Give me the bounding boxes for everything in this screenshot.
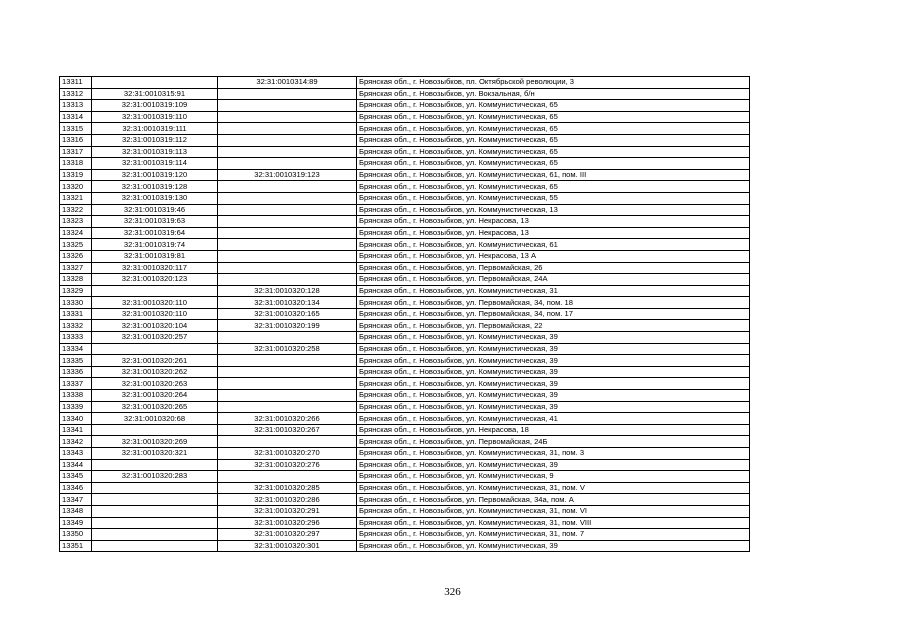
cadastral-number-cell: 32:31:0010320:110 xyxy=(92,297,218,309)
premises-cadastral-number-cell xyxy=(218,216,357,228)
record-number-cell: 13318 xyxy=(60,158,92,170)
premises-cadastral-number-cell: 32:31:0010319:123 xyxy=(218,169,357,181)
record-number-cell: 13325 xyxy=(60,239,92,251)
cadastral-number-cell xyxy=(92,77,218,89)
cadastral-number-cell xyxy=(92,459,218,471)
premises-cadastral-number-cell: 32:31:0010320:267 xyxy=(218,424,357,436)
address-cell: Брянская обл., г. Новозыбков, ул. Коммунистическая, 41 xyxy=(357,413,750,425)
premises-cadastral-number-cell xyxy=(218,111,357,123)
premises-cadastral-number-cell xyxy=(218,204,357,216)
table-row xyxy=(60,355,750,367)
cadastral-number-cell: 32:31:0010320:123 xyxy=(92,274,218,286)
premises-cadastral-number-cell xyxy=(218,134,357,146)
address-cell: Брянская обл., г. Новозыбков, ул. Коммунистическая, 31, пом. VI xyxy=(357,505,750,517)
address-cell: Брянская обл., г. Новозыбков, ул. Первомайская, 26 xyxy=(357,262,750,274)
address-cell: Брянская обл., г. Новозыбков, ул. Коммунистическая, 39 xyxy=(357,355,750,367)
cadastral-number-cell: 32:31:0010320:117 xyxy=(92,262,218,274)
table-row xyxy=(60,285,750,297)
address-cell: Брянская обл., г. Новозыбков, ул. Первомайская, 24Б xyxy=(357,436,750,448)
cadastral-number-cell: 32:31:0010320:264 xyxy=(92,390,218,402)
address-cell: Брянская обл., г. Новозыбков, ул. Коммунистическая, 39 xyxy=(357,343,750,355)
record-number-cell: 13322 xyxy=(60,204,92,216)
table-row xyxy=(60,100,750,112)
table-row xyxy=(60,459,750,471)
cadastral-number-cell xyxy=(92,494,218,506)
table-row xyxy=(60,308,750,320)
cadastral-number-cell: 32:31:0010319:81 xyxy=(92,250,218,262)
premises-cadastral-number-cell: 32:31:0010320:134 xyxy=(218,297,357,309)
premises-cadastral-number-cell xyxy=(218,366,357,378)
record-number-cell: 13337 xyxy=(60,378,92,390)
record-number-cell: 13314 xyxy=(60,111,92,123)
record-number-cell: 13327 xyxy=(60,262,92,274)
table-row xyxy=(60,77,750,89)
cadastral-number-cell xyxy=(92,424,218,436)
premises-cadastral-number-cell xyxy=(218,401,357,413)
table-row xyxy=(60,366,750,378)
cadastral-number-cell: 32:31:0010320:283 xyxy=(92,471,218,483)
record-number-cell: 13316 xyxy=(60,134,92,146)
property-registry-table xyxy=(59,76,750,552)
premises-cadastral-number-cell: 32:31:0010320:286 xyxy=(218,494,357,506)
table-row xyxy=(60,529,750,541)
address-cell: Брянская обл., г. Новозыбков, ул. Коммунистическая, 55 xyxy=(357,192,750,204)
cadastral-number-cell: 32:31:0010320:265 xyxy=(92,401,218,413)
premises-cadastral-number-cell xyxy=(218,146,357,158)
address-cell: Брянская обл., г. Новозыбков, ул. Коммунистическая, 65 xyxy=(357,100,750,112)
address-cell: Брянская обл., г. Новозыбков, ул. Некрасова, 13 А xyxy=(357,250,750,262)
record-number-cell: 13346 xyxy=(60,482,92,494)
cadastral-number-cell: 32:31:0010315:91 xyxy=(92,88,218,100)
address-cell: Брянская обл., г. Новозыбков, ул. Коммунистическая, 31 xyxy=(357,285,750,297)
cadastral-number-cell: 32:31:0010319:110 xyxy=(92,111,218,123)
premises-cadastral-number-cell: 32:31:0010320:296 xyxy=(218,517,357,529)
record-number-cell: 13311 xyxy=(60,77,92,89)
address-cell: Брянская обл., г. Новозыбков, ул. Коммунистическая, 61 xyxy=(357,239,750,251)
premises-cadastral-number-cell xyxy=(218,355,357,367)
record-number-cell: 13336 xyxy=(60,366,92,378)
cadastral-number-cell: 32:31:0010319:120 xyxy=(92,169,218,181)
premises-cadastral-number-cell xyxy=(218,123,357,135)
cadastral-number-cell xyxy=(92,517,218,529)
table-row xyxy=(60,169,750,181)
cadastral-number-cell: 32:31:0010320:68 xyxy=(92,413,218,425)
record-number-cell: 13350 xyxy=(60,529,92,541)
cadastral-number-cell: 32:31:0010320:257 xyxy=(92,332,218,344)
address-cell: Брянская обл., г. Новозыбков, ул. Коммунистическая, 31, пом. V xyxy=(357,482,750,494)
record-number-cell: 13351 xyxy=(60,540,92,552)
cadastral-number-cell: 32:31:0010319:46 xyxy=(92,204,218,216)
premises-cadastral-number-cell xyxy=(218,239,357,251)
record-number-cell: 13315 xyxy=(60,123,92,135)
cadastral-number-cell: 32:31:0010319:113 xyxy=(92,146,218,158)
address-cell: Брянская обл., г. Новозыбков, ул. Некрасова, 18 xyxy=(357,424,750,436)
table-row xyxy=(60,134,750,146)
cadastral-number-cell xyxy=(92,482,218,494)
table-row xyxy=(60,540,750,552)
premises-cadastral-number-cell: 32:31:0010320:297 xyxy=(218,529,357,541)
table-row xyxy=(60,436,750,448)
address-cell: Брянская обл., г. Новозыбков, ул. Некрасова, 13 xyxy=(357,227,750,239)
record-number-cell: 13319 xyxy=(60,169,92,181)
address-cell: Брянская обл., г. Новозыбков, ул. Коммунистическая, 39 xyxy=(357,390,750,402)
table-row xyxy=(60,146,750,158)
cadastral-number-cell xyxy=(92,529,218,541)
record-number-cell: 13323 xyxy=(60,216,92,228)
address-cell: Брянская обл., г. Новозыбков, ул. Первомайская, 24А xyxy=(357,274,750,286)
record-number-cell: 13328 xyxy=(60,274,92,286)
cadastral-number-cell: 32:31:0010319:114 xyxy=(92,158,218,170)
table-row xyxy=(60,448,750,460)
premises-cadastral-number-cell: 32:31:0010320:301 xyxy=(218,540,357,552)
record-number-cell: 13321 xyxy=(60,192,92,204)
record-number-cell: 13343 xyxy=(60,448,92,460)
record-number-cell: 13349 xyxy=(60,517,92,529)
address-cell: Брянская обл., г. Новозыбков, ул. Первомайская, 34а, пом. А xyxy=(357,494,750,506)
premises-cadastral-number-cell: 32:31:0010314:89 xyxy=(218,77,357,89)
cadastral-number-cell: 32:31:0010320:110 xyxy=(92,308,218,320)
premises-cadastral-number-cell xyxy=(218,471,357,483)
record-number-cell: 13340 xyxy=(60,413,92,425)
cadastral-number-cell xyxy=(92,505,218,517)
address-cell: Брянская обл., г. Новозыбков, ул. Коммунистическая, 39 xyxy=(357,459,750,471)
cadastral-number-cell xyxy=(92,343,218,355)
cadastral-number-cell: 32:31:0010319:130 xyxy=(92,192,218,204)
record-number-cell: 13334 xyxy=(60,343,92,355)
address-cell: Брянская обл., г. Новозыбков, ул. Коммунистическая, 65 xyxy=(357,111,750,123)
premises-cadastral-number-cell xyxy=(218,158,357,170)
table-row xyxy=(60,181,750,193)
table-body xyxy=(60,77,750,552)
record-number-cell: 13341 xyxy=(60,424,92,436)
record-number-cell: 13335 xyxy=(60,355,92,367)
table-row xyxy=(60,262,750,274)
address-cell: Брянская обл., г. Новозыбков, ул. Коммунистическая, 39 xyxy=(357,378,750,390)
cadastral-number-cell: 32:31:0010319:112 xyxy=(92,134,218,146)
address-cell: Брянская обл., г. Новозыбков, ул. Коммунистическая, 65 xyxy=(357,134,750,146)
table-row xyxy=(60,239,750,251)
premises-cadastral-number-cell: 32:31:0010320:291 xyxy=(218,505,357,517)
record-number-cell: 13342 xyxy=(60,436,92,448)
address-cell: Брянская обл., г. Новозыбков, ул. Коммунистическая, 31, пом. 3 xyxy=(357,448,750,460)
address-cell: Брянская обл., г. Новозыбков, пл. Октябрьской революции, 3 xyxy=(357,77,750,89)
table-row xyxy=(60,111,750,123)
cadastral-number-cell xyxy=(92,285,218,297)
table-row xyxy=(60,390,750,402)
premises-cadastral-number-cell: 32:31:0010320:276 xyxy=(218,459,357,471)
table-row xyxy=(60,424,750,436)
address-cell: Брянская обл., г. Новозыбков, ул. Первомайская, 34, пом. 17 xyxy=(357,308,750,320)
table-row xyxy=(60,343,750,355)
premises-cadastral-number-cell xyxy=(218,181,357,193)
address-cell: Брянская обл., г. Новозыбков, ул. Коммунистическая, 39 xyxy=(357,540,750,552)
cadastral-number-cell: 32:31:0010319:64 xyxy=(92,227,218,239)
address-cell: Брянская обл., г. Новозыбков, ул. Коммунистическая, 65 xyxy=(357,181,750,193)
table-row xyxy=(60,320,750,332)
premises-cadastral-number-cell xyxy=(218,250,357,262)
premises-cadastral-number-cell xyxy=(218,274,357,286)
record-number-cell: 13312 xyxy=(60,88,92,100)
cadastral-number-cell: 32:31:0010320:263 xyxy=(92,378,218,390)
table-row xyxy=(60,505,750,517)
premises-cadastral-number-cell xyxy=(218,332,357,344)
address-cell: Брянская обл., г. Новозыбков, ул. Коммунистическая, 39 xyxy=(357,401,750,413)
cadastral-number-cell: 32:31:0010319:63 xyxy=(92,216,218,228)
record-number-cell: 13345 xyxy=(60,471,92,483)
address-cell: Брянская обл., г. Новозыбков, ул. Коммунистическая, 13 xyxy=(357,204,750,216)
table-row xyxy=(60,192,750,204)
premises-cadastral-number-cell xyxy=(218,100,357,112)
record-number-cell: 13333 xyxy=(60,332,92,344)
address-cell: Брянская обл., г. Новозыбков, ул. Коммунистическая, 39 xyxy=(357,332,750,344)
address-cell: Брянская обл., г. Новозыбков, ул. Коммунистическая, 9 xyxy=(357,471,750,483)
table-row xyxy=(60,158,750,170)
record-number-cell: 13330 xyxy=(60,297,92,309)
table-row xyxy=(60,494,750,506)
record-number-cell: 13317 xyxy=(60,146,92,158)
table-row xyxy=(60,123,750,135)
record-number-cell: 13344 xyxy=(60,459,92,471)
address-cell: Брянская обл., г. Новозыбков, ул. Первомайская, 22 xyxy=(357,320,750,332)
cadastral-number-cell: 32:31:0010320:104 xyxy=(92,320,218,332)
table-row xyxy=(60,274,750,286)
premises-cadastral-number-cell xyxy=(218,227,357,239)
record-number-cell: 13338 xyxy=(60,390,92,402)
premises-cadastral-number-cell xyxy=(218,88,357,100)
address-cell: Брянская обл., г. Новозыбков, ул. Коммунистическая, 65 xyxy=(357,158,750,170)
page-number: 326 xyxy=(444,586,461,598)
address-cell: Брянская обл., г. Новозыбков, ул. Некрасова, 13 xyxy=(357,216,750,228)
address-cell: Брянская обл., г. Новозыбков, ул. Коммунистическая, 31, пом. VIII xyxy=(357,517,750,529)
record-number-cell: 13324 xyxy=(60,227,92,239)
record-number-cell: 13320 xyxy=(60,181,92,193)
table-row xyxy=(60,250,750,262)
premises-cadastral-number-cell: 32:31:0010320:270 xyxy=(218,448,357,460)
table-row xyxy=(60,297,750,309)
record-number-cell: 13331 xyxy=(60,308,92,320)
cadastral-number-cell: 32:31:0010320:269 xyxy=(92,436,218,448)
address-cell: Брянская обл., г. Новозыбков, ул. Коммунистическая, 65 xyxy=(357,146,750,158)
record-number-cell: 13348 xyxy=(60,505,92,517)
table-row xyxy=(60,227,750,239)
table-row xyxy=(60,517,750,529)
cadastral-number-cell: 32:31:0010319:111 xyxy=(92,123,218,135)
table-row xyxy=(60,471,750,483)
table-row xyxy=(60,401,750,413)
address-cell: Брянская обл., г. Новозыбков, ул. Коммунистическая, 61, пом. III xyxy=(357,169,750,181)
address-cell: Брянская обл., г. Новозыбков, ул. Коммунистическая, 65 xyxy=(357,123,750,135)
cadastral-number-cell: 32:31:0010319:74 xyxy=(92,239,218,251)
table-row xyxy=(60,413,750,425)
cadastral-number-cell xyxy=(92,540,218,552)
premises-cadastral-number-cell: 32:31:0010320:285 xyxy=(218,482,357,494)
cadastral-number-cell: 32:31:0010320:262 xyxy=(92,366,218,378)
premises-cadastral-number-cell xyxy=(218,390,357,402)
premises-cadastral-number-cell: 32:31:0010320:165 xyxy=(218,308,357,320)
address-cell: Брянская обл., г. Новозыбков, ул. Первомайская, 34, пом. 18 xyxy=(357,297,750,309)
table-row xyxy=(60,482,750,494)
record-number-cell: 13332 xyxy=(60,320,92,332)
premises-cadastral-number-cell: 32:31:0010320:258 xyxy=(218,343,357,355)
address-cell: Брянская обл., г. Новозыбков, ул. Коммунистическая, 39 xyxy=(357,366,750,378)
table-row xyxy=(60,332,750,344)
address-cell: Брянская обл., г. Новозыбков, ул. Вокзальная, б/н xyxy=(357,88,750,100)
record-number-cell: 13339 xyxy=(60,401,92,413)
premises-cadastral-number-cell xyxy=(218,192,357,204)
table-row xyxy=(60,88,750,100)
record-number-cell: 13347 xyxy=(60,494,92,506)
table-row xyxy=(60,378,750,390)
cadastral-number-cell: 32:31:0010320:321 xyxy=(92,448,218,460)
premises-cadastral-number-cell xyxy=(218,262,357,274)
table-row xyxy=(60,216,750,228)
premises-cadastral-number-cell xyxy=(218,378,357,390)
premises-cadastral-number-cell: 32:31:0010320:128 xyxy=(218,285,357,297)
record-number-cell: 13326 xyxy=(60,250,92,262)
cadastral-number-cell: 32:31:0010319:128 xyxy=(92,181,218,193)
record-number-cell: 13313 xyxy=(60,100,92,112)
table-row xyxy=(60,204,750,216)
premises-cadastral-number-cell: 32:31:0010320:266 xyxy=(218,413,357,425)
address-cell: Брянская обл., г. Новозыбков, ул. Коммунистическая, 31, пом. 7 xyxy=(357,529,750,541)
premises-cadastral-number-cell: 32:31:0010320:199 xyxy=(218,320,357,332)
record-number-cell: 13329 xyxy=(60,285,92,297)
cadastral-number-cell: 32:31:0010320:261 xyxy=(92,355,218,367)
cadastral-number-cell: 32:31:0010319:109 xyxy=(92,100,218,112)
premises-cadastral-number-cell xyxy=(218,436,357,448)
